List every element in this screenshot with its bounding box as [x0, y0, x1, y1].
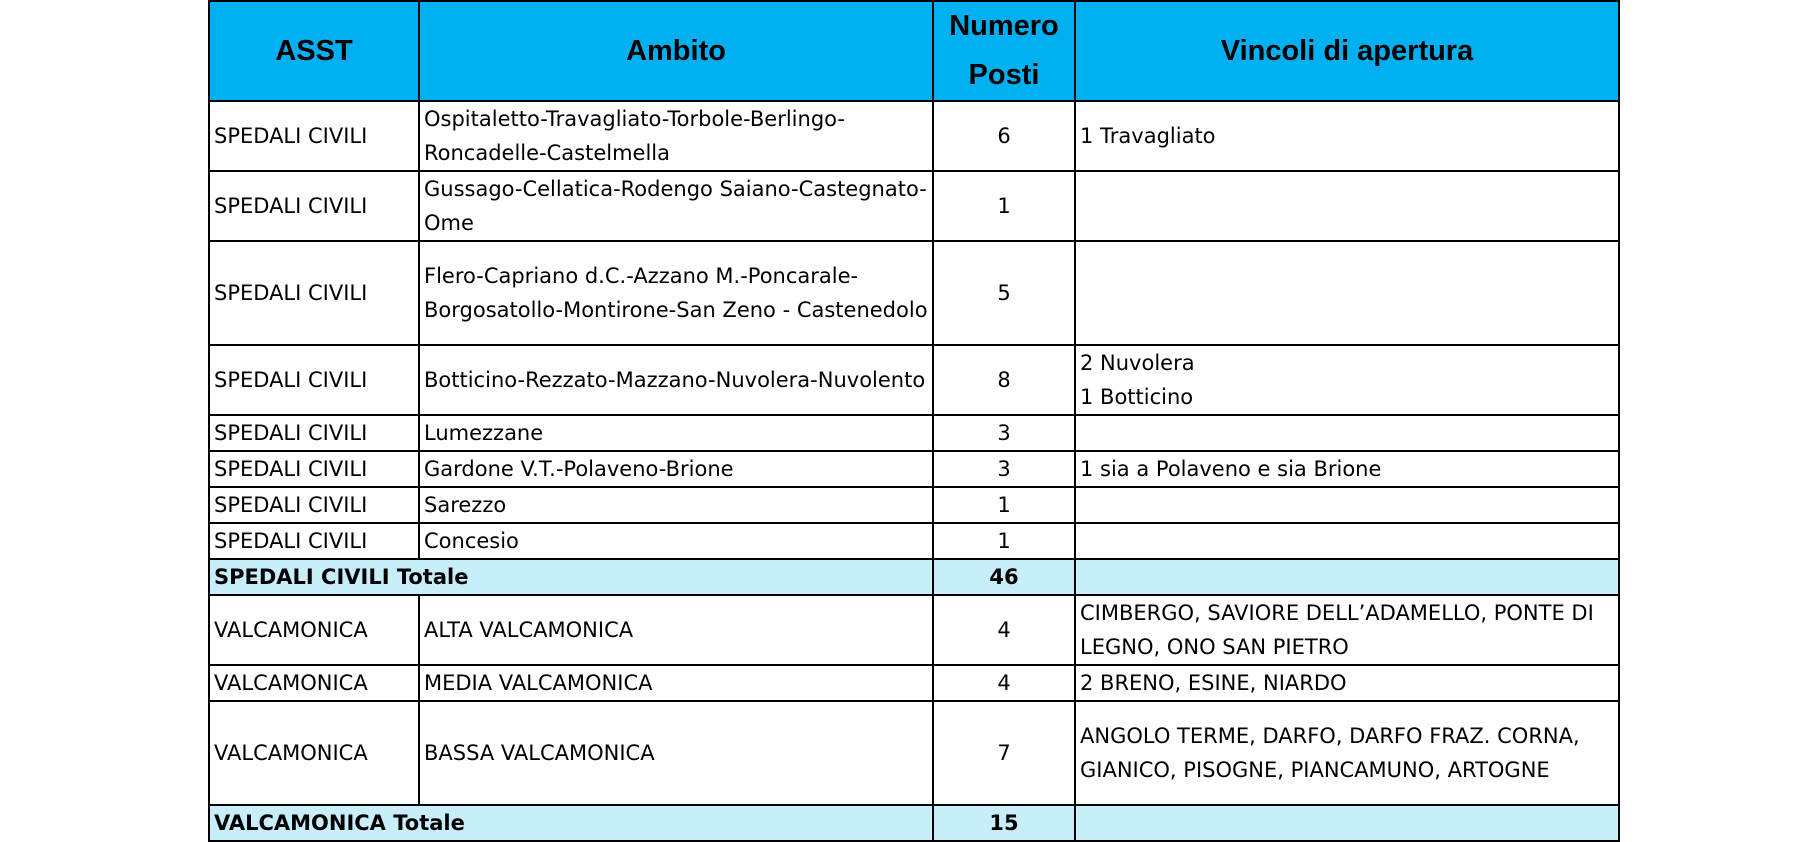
- cell-asst: SPEDALI CIVILI: [209, 241, 419, 345]
- cell-numero-posti: 3: [933, 415, 1075, 451]
- cell-numero-posti: 4: [933, 665, 1075, 701]
- cell-numero-posti: 6: [933, 101, 1075, 171]
- cell-ambito: [419, 665, 933, 701]
- ambito-line: Sarezzo: [424, 493, 507, 517]
- cell-ambito: [419, 345, 933, 415]
- cell-asst: VALCAMONICA: [209, 665, 419, 701]
- cell-asst: SPEDALI CIVILI: [209, 487, 419, 523]
- cell-ambito: [419, 101, 933, 171]
- cell-numero-posti: 1: [933, 487, 1075, 523]
- cell-ambito: [419, 523, 933, 559]
- vincoli-line: 1 Botticino: [1080, 385, 1194, 409]
- vincoli-line: GIANICO, PISOGNE, PIANCAMUNO, ARTOGNE: [1080, 758, 1550, 782]
- cell-numero-posti: 1: [933, 171, 1075, 241]
- cell-numero-posti: 1: [933, 523, 1075, 559]
- header-numero-line1: Numero: [949, 10, 1059, 42]
- total-label: SPEDALI CIVILI Totale: [209, 559, 933, 595]
- table-row: [209, 451, 1619, 487]
- total-posti: 46: [933, 559, 1075, 595]
- cell-numero-posti: 8: [933, 345, 1075, 415]
- ambito-line: Roncadelle-Castelmella: [424, 141, 671, 165]
- cell-ambito: [419, 171, 933, 241]
- vincoli-line: 2 BRENO, ESINE, NIARDO: [1080, 671, 1347, 695]
- data-table-container: [208, 0, 1618, 842]
- total-label: VALCAMONICA Totale: [209, 805, 933, 841]
- cell-ambito: [419, 451, 933, 487]
- ambito-line: Ospitaletto-Travagliato-Torbole-Berlingo-: [424, 107, 845, 131]
- ambito-line: Ome: [424, 211, 474, 235]
- ambito-line: Concesio: [424, 529, 519, 553]
- total-posti: 15: [933, 805, 1075, 841]
- table-row: [209, 523, 1619, 559]
- cell-vincoli: [1075, 701, 1619, 805]
- vincoli-line: LEGNO, ONO SAN PIETRO: [1080, 635, 1349, 659]
- ambito-line: Gussago-Cellatica-Rodengo Saiano-Castegnato-: [424, 177, 927, 201]
- cell-ambito: [419, 487, 933, 523]
- cell-asst: SPEDALI CIVILI: [209, 451, 419, 487]
- ambito-line: BASSA VALCAMONICA: [424, 741, 655, 765]
- total-row: [209, 559, 1619, 595]
- cell-asst: SPEDALI CIVILI: [209, 171, 419, 241]
- header-numero-line2: Posti: [968, 59, 1040, 91]
- cell-ambito: [419, 241, 933, 345]
- cell-numero-posti: 4: [933, 595, 1075, 665]
- table-row: [209, 487, 1619, 523]
- table-row: [209, 665, 1619, 701]
- table-row: [209, 241, 1619, 345]
- vincoli-line: CIMBERGO, SAVIORE DELL’ADAMELLO, PONTE DI: [1080, 601, 1594, 625]
- table-row: [209, 171, 1619, 241]
- total-vincoli-empty: [1075, 805, 1619, 841]
- cell-asst: SPEDALI CIVILI: [209, 523, 419, 559]
- cell-numero-posti: 3: [933, 451, 1075, 487]
- cell-asst: SPEDALI CIVILI: [209, 345, 419, 415]
- cell-asst: SPEDALI CIVILI: [209, 101, 419, 171]
- table-row: [209, 701, 1619, 805]
- cell-ambito: [419, 415, 933, 451]
- cell-vincoli: [1075, 345, 1619, 415]
- table-row: [209, 595, 1619, 665]
- posti-table: [208, 0, 1620, 842]
- cell-numero-posti: 5: [933, 241, 1075, 345]
- ambito-line: Botticino-Rezzato-Mazzano-Nuvolera-Nuvolento: [424, 368, 926, 392]
- cell-vincoli: [1075, 171, 1619, 241]
- cell-vincoli: [1075, 241, 1619, 345]
- table-row: [209, 101, 1619, 171]
- ambito-line: ALTA VALCAMONICA: [424, 618, 634, 642]
- cell-vincoli: [1075, 665, 1619, 701]
- vincoli-line: 1 sia a Polaveno e sia Brione: [1080, 457, 1382, 481]
- cell-vincoli: [1075, 523, 1619, 559]
- cell-vincoli: [1075, 101, 1619, 171]
- cell-asst: SPEDALI CIVILI: [209, 415, 419, 451]
- ambito-line: Gardone V.T.-Polaveno-Brione: [424, 457, 734, 481]
- cell-ambito: [419, 595, 933, 665]
- cell-asst: VALCAMONICA: [209, 595, 419, 665]
- cell-vincoli: [1075, 415, 1619, 451]
- vincoli-line: ANGOLO TERME, DARFO, DARFO FRAZ. CORNA,: [1080, 724, 1580, 748]
- cell-ambito: [419, 701, 933, 805]
- ambito-line: Lumezzane: [424, 421, 544, 445]
- table-row: [209, 345, 1619, 415]
- cell-vincoli: [1075, 487, 1619, 523]
- ambito-line: MEDIA VALCAMONICA: [424, 671, 653, 695]
- ambito-line: Borgosatollo-Montirone-San Zeno - Castenedolo: [424, 298, 928, 322]
- vincoli-line: 1 Travagliato: [1080, 124, 1216, 148]
- cell-numero-posti: 7: [933, 701, 1075, 805]
- header-asst: ASST: [209, 1, 419, 101]
- vincoli-line: 2 Nuvolera: [1080, 351, 1195, 375]
- header-vincoli: Vincoli di apertura: [1075, 1, 1619, 101]
- header-ambito: Ambito: [419, 1, 933, 101]
- cell-vincoli: [1075, 595, 1619, 665]
- total-row: [209, 805, 1619, 841]
- header-row: [209, 1, 1619, 101]
- cell-asst: VALCAMONICA: [209, 701, 419, 805]
- header-numero-posti: [933, 1, 1075, 101]
- table-row: [209, 415, 1619, 451]
- table-body: [209, 101, 1619, 841]
- total-vincoli-empty: [1075, 559, 1619, 595]
- cell-vincoli: [1075, 451, 1619, 487]
- ambito-line: Flero-Capriano d.C.-Azzano M.-Poncarale-: [424, 264, 859, 288]
